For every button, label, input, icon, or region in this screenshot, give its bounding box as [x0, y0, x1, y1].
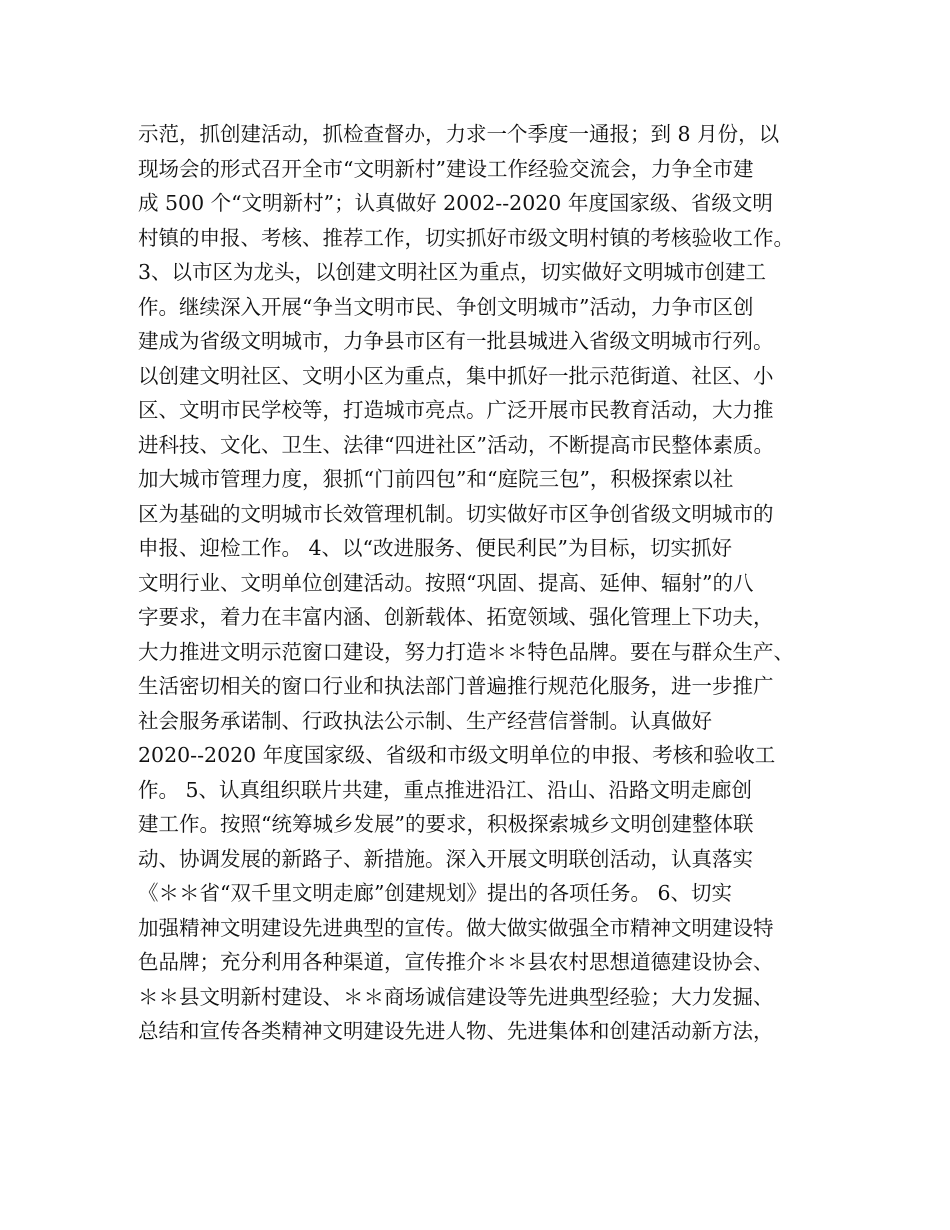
text-line: 作。继续深入开展“争当文明市民、争创文明城市”活动，力争市区创	[138, 294, 754, 319]
text-line: 现场会的形式召开全市“文明新村”建设工作经验交流会，力争全市建	[138, 156, 754, 181]
body-text	[138, 117, 828, 1049]
text-line: 大力推进文明示范窗口建设，努力打造＊＊特色品牌。要在与群众生产、	[138, 639, 794, 664]
text-line: 申报、迎检工作。 4、以“改进服务、便民利民”为目标，切实抓好	[138, 536, 733, 560]
text-line: 生活密切相关的窗口行业和执法部门普遍推行规范化服务，进一步推广	[138, 674, 774, 698]
text-line: 加大城市管理力度，狠抓“门前四包”和“庭院三包”，积极探索以社	[138, 467, 734, 491]
text-line: 作。 5、认真组织联片共建，重点推进沿江、沿山、沿路文明走廊创	[138, 777, 753, 802]
text-line: 字要求，着力在丰富内涵、创新载体、拓宽领域、强化管理上下功夫，	[138, 605, 774, 629]
text-line: 成 500 个“文明新村”；认真做好 2002--2020 年度国家级、省级文明	[138, 191, 773, 215]
text-line: 动、协调发展的新路子、新措施。深入开展文明联创活动，认真落实	[138, 846, 753, 871]
text-line: 3、以市区为龙头，以创建文明社区为重点，切实做好文明城市创建工	[138, 260, 767, 284]
text-line: 区为基础的文明城市长效管理机制。切实做好市区争创省级文明城市的	[138, 501, 774, 526]
text-line: 2020--2020 年度国家级、省级和市级文明单位的申报、考核和验收工	[138, 743, 776, 767]
text-line: 社会服务承诺制、行政执法公示制、生产经营信誉制。认真做好	[138, 708, 712, 733]
text-line: 建工作。按照“统筹城乡发展”的要求，积极探索城乡文明创建整体联	[138, 812, 754, 836]
text-line: 以创建文明社区、文明小区为重点，集中抓好一批示范街道、社区、小	[138, 363, 774, 388]
text-line: 加强精神文明建设先进典型的宣传。做大做实做强全市精神文明建设特	[138, 915, 774, 940]
text-line: ＊＊县文明新村建设、＊＊商场诚信建设等先进典型经验；大力发掘、	[138, 984, 774, 1009]
text-line: 示范，抓创建活动，抓检查督办，力求一个季度一通报；到 8 月份，以	[138, 122, 780, 146]
text-line: 《＊＊省“双千里文明走廊”创建规划》提出的各项任务。 6、切实	[138, 881, 733, 905]
text-line: 进科技、文化、卫生、法律“四进社区”活动，不断提高市民整体素质。	[138, 432, 774, 457]
text-line: 色品牌；充分利用各种渠道，宣传推介＊＊县农村思想道德建设协会、	[138, 950, 774, 974]
text-line: 总结和宣传各类精神文明建设先进人物、先进集体和创建活动新方法，	[138, 1019, 774, 1043]
text-line: 建成为省级文明城市，力争县市区有一批县城进入省级文明城市行列。	[138, 329, 774, 353]
text-line: 区、文明市民学校等，打造城市亮点。广泛开展市民教育活动，大力推	[138, 398, 774, 422]
text-line: 文明行业、文明单位创建活动。按照“巩固、提高、延伸、辐射”的八	[138, 570, 754, 595]
text-line: 村镇的申报、考核、推荐工作，切实抓好市级文明村镇的考核验收工作。	[138, 225, 794, 250]
